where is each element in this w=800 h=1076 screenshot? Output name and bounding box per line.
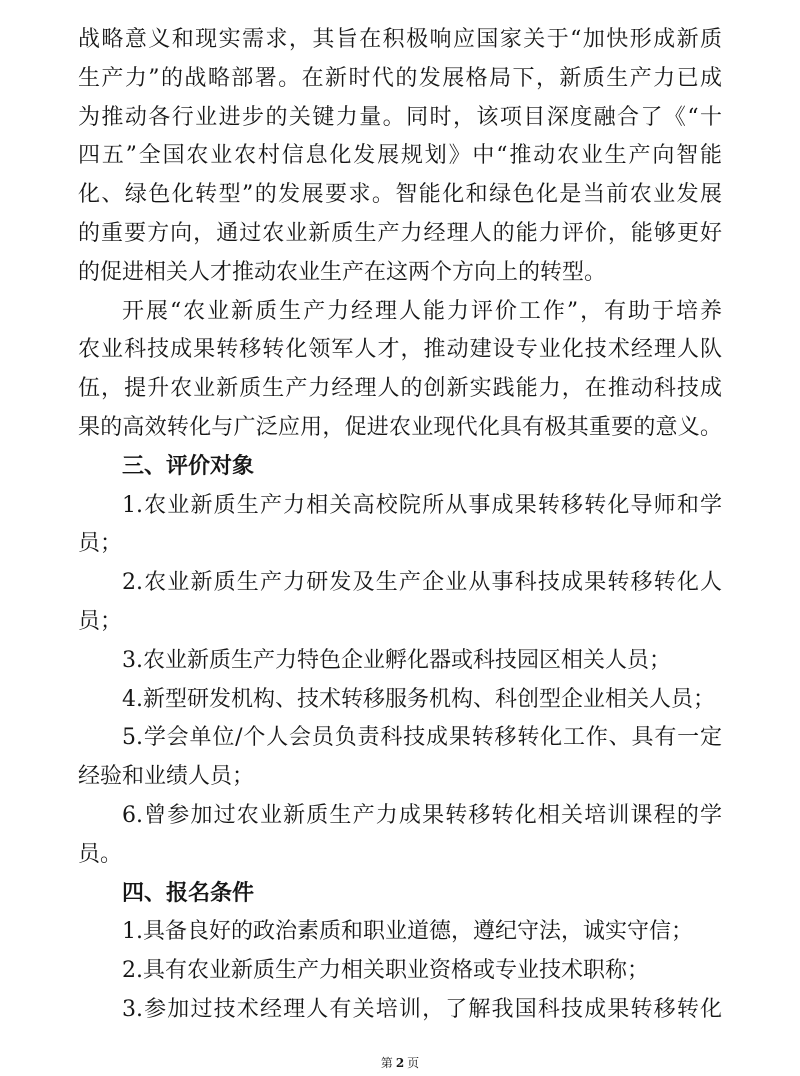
text-line: 的促进相关人才推动农业生产在这两个方向上的转型。 — [78, 259, 607, 285]
list-item — [78, 913, 722, 952]
text-line: 4.新型研发机构、技术转移服务机构、科创型企业相关人员； — [122, 686, 715, 712]
page-number: 2 — [395, 1056, 405, 1070]
text-line: 2.具有农业新质生产力相关职业资格或专业技术职称； — [122, 958, 649, 984]
text-line: 3.农业新质生产力特色企业孵化器或科技园区相关人员； — [122, 647, 671, 673]
text-line: 1.具备良好的政治素质和职业道德，遵纪守法，诚实守信； — [122, 919, 693, 945]
list-item — [78, 952, 722, 991]
text-line: 开展“农业新质生产力经理人能力评价工作”，有助于培养 — [122, 298, 722, 324]
page-number-prefix: 第 — [380, 1056, 393, 1070]
text-line: 2.农业新质生产力研发及生产企业从事科技成果转移转化人 — [122, 570, 722, 596]
page-number-suffix: 页 — [407, 1056, 420, 1070]
text-line: 伍，提升农业新质生产力经理人的创新实践能力，在推动科技成 — [78, 376, 722, 402]
text-line: 3.参加过技术经理人有关培训，了解我国科技成果转移转化 — [122, 996, 722, 1022]
text-line: 6.曾参加过农业新质生产力成果转移转化相关培训课程的学 — [122, 802, 722, 828]
page-footer — [0, 1055, 800, 1071]
text-line: 员； — [78, 531, 123, 557]
list-item — [78, 487, 722, 565]
section-heading: 三、评价对象 — [122, 453, 255, 479]
text-line: 经验和业绩人员； — [78, 764, 255, 790]
text-line: 5.学会单位/个人会员负责科技成果转移转化工作、具有一定 — [122, 725, 722, 751]
list-item — [78, 681, 722, 720]
section-registration-requirements — [78, 875, 722, 1030]
text-line: 化、绿色化转型”的发展要求。智能化和绿色化是当前农业发展 — [78, 182, 722, 208]
text-line: 战略意义和现实需求，其旨在积极响应国家关于“加快形成新质 — [78, 27, 722, 52]
text-line: 员。 — [78, 841, 123, 867]
list-item — [78, 642, 722, 681]
document-page — [78, 21, 722, 1030]
significance-paragraph — [78, 293, 722, 448]
section-evaluation-targets — [78, 448, 722, 875]
list-item — [78, 797, 722, 875]
list-item — [78, 991, 722, 1030]
text-line: 为推动各行业进步的关键力量。同时，该项目深度融合了《“十 — [78, 104, 722, 130]
text-line: 生产力”的战略部署。在新时代的发展格局下，新质生产力已成 — [78, 65, 722, 91]
text-line: 四五”全国农业农村信息化发展规划》中“推动农业生产向智能 — [78, 143, 722, 169]
list-item — [78, 719, 722, 797]
section-heading: 四、报名条件 — [122, 880, 255, 906]
text-line: 1.农业新质生产力相关高校院所从事成果转移转化导师和学 — [122, 492, 722, 518]
text-line: 员； — [78, 608, 123, 634]
text-line: 农业科技成果转移转化领军人才，推动建设专业化技术经理人队 — [78, 337, 722, 363]
text-line: 果的高效转化与广泛应用，促进农业现代化具有极其重要的意义。 — [78, 414, 722, 440]
list-item — [78, 564, 722, 642]
intro-paragraph — [78, 21, 722, 293]
text-line: 的重要方向，通过农业新质生产力经理人的能力评价，能够更好 — [78, 220, 722, 246]
